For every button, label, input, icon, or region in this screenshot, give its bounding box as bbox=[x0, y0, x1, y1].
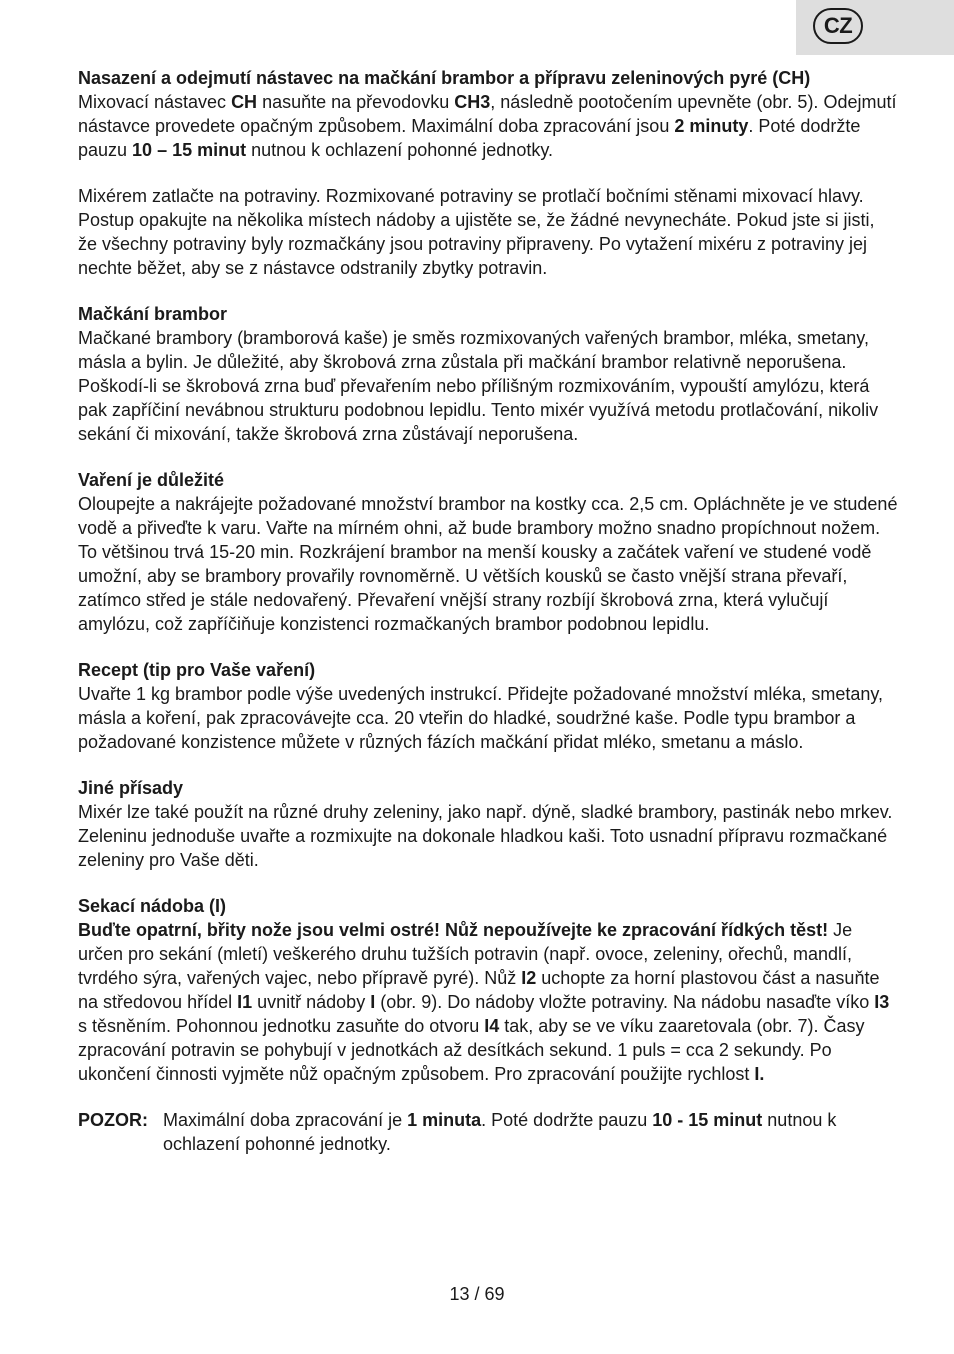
warning-text: Maximální doba zpracování je 1 minuta. Poté dodržte pauzu 10 - 15 minut nutnou k ochlazení pohonné jednotky. bbox=[163, 1110, 837, 1154]
section-heading: Nasazení a odejmutí nástavec na mačkání brambor a přípravu zeleninových pyré (CH) bbox=[78, 68, 811, 88]
page-content bbox=[78, 66, 898, 1156]
paragraph: Buďte opatrní, břity nože jsou velmi ostré! Nůž nepoužívejte ke zpracování řídkých těst! Je určen pro sekání (mletí) veškerého druhu tužších potravin (např. ovoce, zeleniny, ořechů, mandlí, tvrdého sýra, vařených vajec, nebo přípravě pyré). Nůž I2 uchopte za horní plastovou část a nasuňte na středovou hřídel I1 uvnitř nádoby I (obr. 9). Do nádoby vložte potraviny. Na nádobu nasaďte víko I3 s těsněním. Pohonnou jednotku zasuňte do otvoru I4 tak, aby se ve víku zaaretovala (obr. 7). Časy zpracování potravin se pohybují v jednotkách až desítkách sekund. 1 puls = cca 2 sekundy. Po ukončení činnosti vyjměte nůž opačným způsobem. Pro zpracování použijte rychlost I. bbox=[78, 920, 890, 1084]
section-heading: Jiné přísady bbox=[78, 778, 184, 798]
section-mashing-potatoes bbox=[78, 302, 898, 446]
language-tab bbox=[796, 0, 954, 55]
page-number: 13 / 69 bbox=[449, 1284, 505, 1304]
section-other-ingredients bbox=[78, 776, 898, 872]
section-recipe bbox=[78, 658, 898, 754]
section-chopping-bowl bbox=[78, 894, 898, 1086]
section-heading: Recept (tip pro Vaše vaření) bbox=[78, 660, 316, 680]
section-heading: Sekací nádoba (I) bbox=[78, 896, 227, 916]
section-mixing-procedure bbox=[78, 184, 898, 280]
warning-note bbox=[78, 1108, 898, 1156]
paragraph: Mixérem zatlačte na potraviny. Rozmixované potraviny se protlačí bočními stěnami mixovací hlavy. Postup opakujte na několika místech nádoby a ujistěte se, že žádné nevynecháte. Pokud jste si jisti, že všechny potraviny byly rozmačkány jsou potraviny připraveny. Po vytažení mixéru z potraviny jej nechte běžet, aby se z nástavce odstranily zbytky potravin. bbox=[78, 186, 875, 278]
section-attachment-ch bbox=[78, 66, 898, 162]
section-heading: Mačkání brambor bbox=[78, 304, 228, 324]
paragraph: Oloupejte a nakrájejte požadované množství brambor na kostky cca. 2,5 cm. Opláchněte je ve studené vodě a přiveďte k varu. Vařte na mírném ohni, až bude brambory možno snadno propíchnout nožem. To většinou trvá 15-20 min. Rozkrájení brambor na menší kousky a začátek vaření ve studené vodě umožní, aby se brambory provařily rovnoměrně. U větších kousků se často vnější strana převaří, zatímco střed je stále nedovařený. Převaření vnější strany rozbíjí škrobová zrna, která vylučují amylózu, což zapříčiňuje konzistenci rozmačkaných brambor podobnou lepidlu. bbox=[78, 494, 898, 634]
section-heading: Vaření je důležité bbox=[78, 470, 225, 490]
paragraph: Mixér lze také použít na různé druhy zeleniny, jako např. dýně, sladké brambory, pastinák nebo mrkev. Zeleninu jednoduše uvařte a rozmixujte na dokonale hladkou kaši. Toto usnadní přípravu rozmačkané zeleniny pro Vaše děti. bbox=[78, 802, 893, 870]
paragraph: Mixovací nástavec CH nasuňte na převodovku CH3, následně pootočením upevněte (obr. 5). Odejmutí nástavce provedete opačným způsobem. Maximální doba zpracování jsou 2 minuty. Poté dodržte pauzu 10 – 15 minut nutnou k ochlazení pohonné jednotky. bbox=[78, 92, 897, 160]
warning-label: POZOR: bbox=[78, 1110, 148, 1130]
paragraph: Mačkané brambory (bramborová kaše) je směs rozmixovaných vařených brambor, mléka, smetany, másla a bylin. Je důležité, aby škrobová zrna zůstala při mačkání brambor relativně neporušena. Poškodí-li se škrobová zrna buď převařením nebo přílišným rozmixováním, vypouští amylózu, která pak zapříčiní nevábnou strukturu podobnou lepidlu. Tento mixér využívá metodu protlačování, nikoliv sekání či mixování, takže škrobová zrna zůstávají neporušena. bbox=[78, 328, 879, 444]
paragraph: Uvařte 1 kg brambor podle výše uvedených instrukcí. Přidejte požadované množství mléka, smetany, másla a koření, pak zpracovávejte cca. 20 vteřin do hladké, soudržné kaše. Podle typu brambor a požadované konzistence můžete v různých fázích mačkání přidat mléko, smetanu a máslo. bbox=[78, 684, 884, 752]
language-badge: CZ bbox=[813, 8, 863, 44]
section-cooking-important bbox=[78, 468, 898, 636]
